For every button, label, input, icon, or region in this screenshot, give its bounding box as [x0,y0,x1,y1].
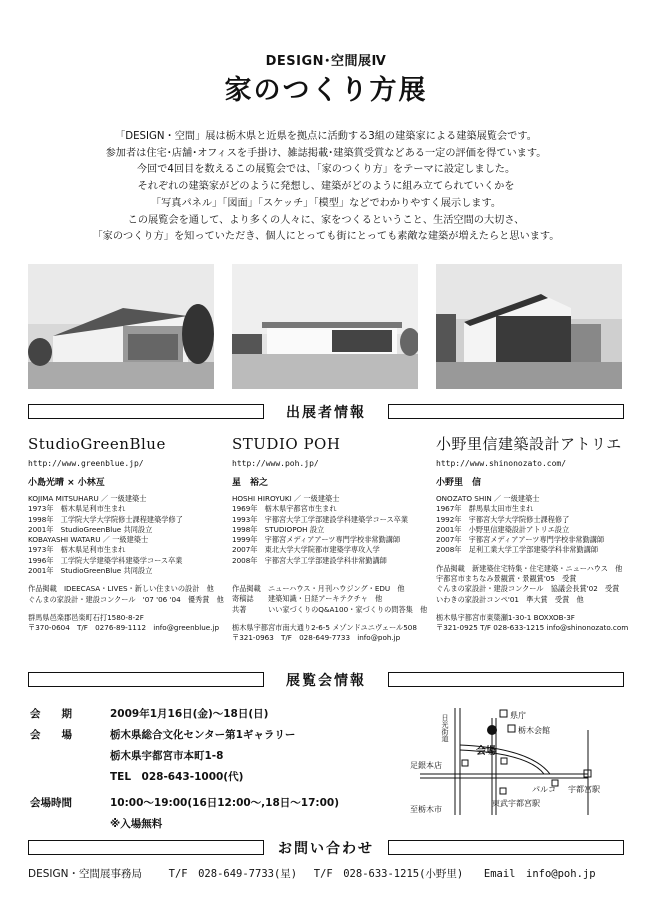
period-label: 会 期 [30,708,72,720]
contact-tel-1: T/F 028-649-7733(星) [168,868,298,880]
exhibitor-url[interactable]: http://www.poh.jp/ [232,459,319,468]
exhibitor-column-poh [232,434,427,644]
contact-tel-2: T/F 028-633-1215(小野里) [313,868,464,880]
section-title-exhibition: 展覧会情報 [286,673,366,689]
address-line: 〒321-0963 T/F 028-649-7733 info@poh.jp [232,633,401,643]
map-label-to-tochigi: 至栃木市 [410,805,442,814]
exhibition-subtitle: DESIGN･空間展Ⅳ [265,54,387,69]
career-line: 2008年 足利工業大学工学部建築学科非常勤講師 [436,545,599,555]
intro-line: 「写真パネル」「図面」「スケッチ」「模型」などでわかりやすく展示します。 [150,197,502,209]
house-photo-1 [28,264,214,389]
works-line: 作品掲載 ニューハウス・月刊ハウジング・EDU 他 [232,584,405,594]
exhibitor-name: STUDIO POH [232,435,341,453]
exhibitor-url[interactable]: http://www.shinonozato.com/ [436,459,567,468]
exhibition-info [30,706,430,837]
venue-map [410,700,624,825]
intro-line: 今回で4回目を数えるこの展覧会では、「家のつくり方」をテーマに設定しました。 [136,164,516,176]
career-line: KOBAYASHI WATARU ／ 一級建築士 [28,535,149,545]
works-line: 作品掲載 新建築住宅特集・住宅建築・ニューハウス 他 [436,563,623,573]
venue-value: 栃木県総合文化センター第1ギャラリー [110,729,296,741]
career-line: 1998年 工学院大学大学院修士課程建築学修了 [28,514,183,524]
address-line: 栃木県宇都宮市東簗瀬1-30-1 BOXXOB-3F [436,612,575,622]
career-line: ONOZATO SHIN ／ 一級建築士 [436,494,540,503]
exhibitor-name: 小野里信建築設計アトリエ [436,435,622,453]
exhibitor-persons: 小島光晴 × 小林亙 [28,478,105,488]
house-photo-2 [232,264,418,389]
exhibitor-persons: 星 裕之 [232,478,269,488]
career-line: 2007年 宇都宮メディアアーツ専門学校非常勤講師 [436,535,605,545]
section-bar-right [388,840,624,855]
intro-line: この展覧会を通して、より多くの人々に、家をつくるということ、生活空間の大切さ、 [127,214,525,226]
section-bar-left [28,672,264,687]
career-line: 1967年 群馬県太田市生まれ [436,504,534,514]
map-label-station: 宇都宮駅 [568,785,600,794]
venue-label: 会 場 [30,729,72,741]
address-line: 栃木県宇都宮市南大通り2-6-5 メゾンドユニヴェール508 [232,622,417,632]
map-label-venue: 会場 [476,746,496,757]
venue-address: 栃木県宇都宮市本町1-8 [110,750,224,762]
map-label-street: 日光街道 [441,714,449,742]
address-line: 〒370-0604 T/F 0276-89-1112 info@greenblue.jp [28,623,220,633]
career-line: 1973年 栃木県足利市生まれ [28,545,126,555]
hours-label: 会場時間 [30,797,72,809]
career-line: 2001年 StudioGreenBlue 共同設立 [28,566,153,576]
intro-line: 「DESIGN・空間」展は栃木県と近県を拠点に活動する3組の建築家による建築展覧会です。 [115,131,537,142]
map-label-parco: パルコ [532,785,556,794]
career-line: 1999年 宇都宮メディアアーツ専門学校非常勤講師 [232,535,401,545]
exhibitor-name: StudioGreenBlue [28,435,166,453]
section-bar-left [28,840,264,855]
career-line: 1998年 STUDIOPOH 設立 [232,524,325,534]
career-line: HOSHI HIROYUKI ／ 一級建築士 [232,494,340,503]
address-line: 〒321-0925 T/F 028-633-1215 info@shinonozato.com [436,623,629,633]
contact-office: DESIGN・空間展事務局 [28,868,142,880]
section-bar-right [388,404,624,419]
career-line: KOJIMA MITSUHARU ／ 一級建築士 [28,494,147,503]
period-value: 2009年1月16日(金)～18日(日) [110,708,269,720]
venue-tel: TEL 028-643-1000(代) [110,771,244,783]
intro-line: それぞれの建築家がどのように発想し、建築がどのように組み立てられていくかを [137,181,515,193]
map-label-kencho: 県庁 [510,711,526,720]
map-label-tochigi-kaikan: 栃木会館 [518,726,550,735]
works-line: いわきの家設計コンペ'01 準大賞 受賞 他 [436,594,584,604]
works-line: 宇都宮市まちなみ景観賞・景観賞'05 受賞 [436,574,577,584]
contact-line [28,866,628,881]
hours-value: 10:00～19:00(16日12:00～,18日～17:00) [110,797,340,809]
career-line: 1992年 宇都宮大学大学院修士課程修了 [436,514,570,524]
works-line: 作品掲載 IDEECASA・LIVES・新しい住まいの設計 他 [28,584,214,594]
intro-text [0,129,652,246]
section-bar-left [28,404,264,419]
works-line: 寄稿誌 建築知識・日経アーキテクチャ 他 [232,594,383,604]
admission-note: ※入場無料 [110,818,163,830]
intro-line: 「家のつくり方」を知っていただき、個人にとっても街にとっても素敵な建築が増えたらと思います。 [92,231,560,243]
career-line: 2001年 小野里信建築設計アトリエ設立 [436,524,570,534]
exhibitor-column-onozato [436,434,636,634]
section-bar-right [388,672,624,687]
contact-email[interactable]: Email info@poh.jp [483,868,596,880]
career-line: 2008年 宇都宮大学工学部建設学科非常勤講師 [232,555,387,565]
section-title-exhibitors: 出展者情報 [286,405,366,421]
career-line: 1969年 栃木県宇都宮市生まれ [232,504,337,514]
address-line: 群馬県邑楽郡邑楽町石打1580-8-2F [28,612,144,622]
career-line: 1993年 宇都宮大学工学部建設学科建築学コース卒業 [232,514,409,524]
career-line: 2007年 東北大学大学院都市建築学専攻入学 [232,545,380,555]
map-label-ashigin: 足銀本店 [410,761,442,770]
works-line: 共著 いい家づくりのQ&A100・家づくりの問答集 他 [232,604,428,614]
works-line: ぐんまの家設計・建設コンクール '07 '06 '04 優秀賞 他 [28,594,224,604]
section-title-contact: お問い合わせ [278,841,374,857]
exhibitor-column-greenblue [28,434,223,634]
career-line: 1996年 工学院大学建築学科建築学コース卒業 [28,555,183,565]
house-photo-3 [436,264,622,389]
intro-line: 参加者は住宅･店舗･オフィスを手掛け、雑誌掲載･建築賞受賞などある一定の評価を得ています。 [105,147,547,159]
career-line: 2001年 StudioGreenBlue 共同設立 [28,524,153,534]
exhibitor-persons: 小野里 信 [436,478,482,488]
exhibitor-url[interactable]: http://www.greenblue.jp/ [28,459,144,468]
works-line: ぐんまの家設計・建設コンクール 協議会長賞'02 受賞 [436,584,620,594]
map-label-tobu: 東武宇都宮駅 [492,799,540,808]
career-line: 1973年 栃木県足利市生まれ [28,504,126,514]
exhibition-title: 家のつくり方展 [224,75,428,106]
